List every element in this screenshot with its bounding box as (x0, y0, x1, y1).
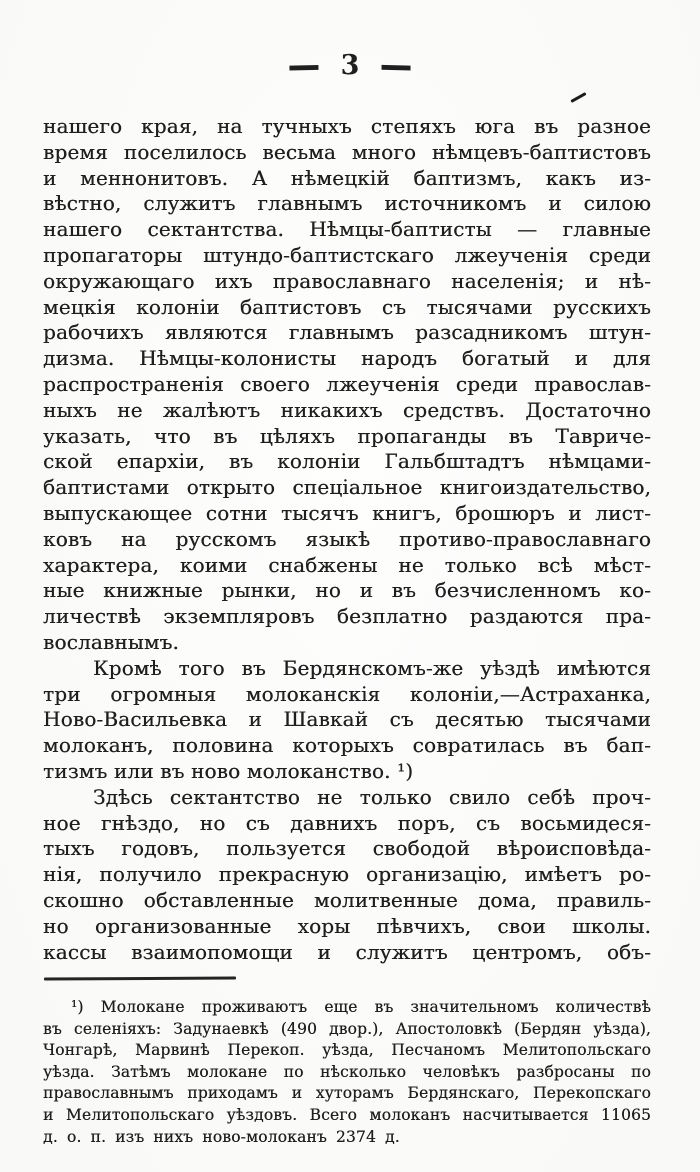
body-line: ныхъ не жалѣютъ никакихъ средствъ. Достаточно (43, 397, 651, 422)
body-line: Ново-Васильевка и Шавкай съ десятью тысячами (43, 707, 651, 732)
body-line: скошно обставленные молитвенные дома, правиль- (43, 887, 651, 912)
footnote-line: Чонгарѣ, Марвинѣ Перекоп. уѣзда, Песчаномъ Мелитопольскаго (43, 1041, 651, 1060)
footnote-line: и Мелитопольскаго уѣздовъ. Всего молоканъ насчитывается 11065 (43, 1105, 651, 1124)
page-header (0, 41, 700, 90)
body-line: пропагаторы штундо-баптистскаго лжеученія среди (43, 242, 651, 267)
body-line: тизмъ или въ ново молоканство. ¹) (43, 758, 414, 783)
body-line: мецкія колоніи баптистовъ съ тысячами русскихъ (43, 294, 651, 319)
body-line: нашего сектантства. Нѣмцы-баптисты — главные (43, 217, 651, 242)
footnote-line: въ селеніяхъ: Задунаевкѣ (490 двор.), Апостоловкѣ (Бердян уѣзда), (43, 1019, 651, 1038)
body-line: нія, получило прекрасную организацію, имѣетъ ро- (43, 862, 651, 887)
body-line: распространенія своего лжеученія среди православ- (43, 371, 651, 396)
body-line: указать, что въ цѣляхъ пропаганды въ Тавриче- (43, 423, 651, 448)
footnote-line: уѣзда. Затѣмъ молокане по нѣсколько человѣкъ разбросаны по (43, 1062, 651, 1081)
footnote (43, 997, 651, 1148)
body-line: молоканъ, половина которыхъ совратилась въ бап- (43, 733, 651, 758)
footnote-line: православнымъ приходамъ и хуторамъ Бердянскаго, Перекопскаго (43, 1084, 651, 1103)
body-line: Кромѣ того въ Бердянскомъ-же уѣздѣ имѣются (93, 655, 651, 680)
page-number: 3 (340, 50, 360, 81)
body-line: вѣстно, служитъ главнымъ источникомъ и силою (43, 191, 651, 216)
body-line: Здѣсь сектантство не только свило себѣ проч- (93, 784, 651, 809)
body-line: тыхъ годовъ, пользуется свободой вѣроисповѣда- (43, 836, 651, 861)
footnote-line: ¹) Молокане проживаютъ еще въ значительномъ количествѣ (71, 998, 651, 1016)
body-line: рабочихъ являются главнымъ разсадникомъ штун- (43, 320, 651, 345)
body-line: характера, коими снабжены не только всѣ мѣст- (43, 552, 651, 577)
body-line: ской епархіи, въ колоніи Гальбштадтъ нѣмцами- (43, 449, 651, 474)
body-line: выпускающее сотни тысячъ книгъ, брошюръ и лист- (43, 500, 651, 525)
footnote-separator (44, 976, 236, 980)
header-dash-left-icon: — (287, 41, 321, 90)
body-line: окружающаго ихъ православнаго населенія; и нѣ- (43, 268, 651, 293)
body-line: вославнымъ. (43, 629, 179, 654)
body-line: три огромныя молоканскія колоніи,—Астраханка, (43, 681, 651, 706)
body-line: ные книжные рынки, но и въ безчисленномъ ко- (43, 578, 651, 603)
footnote-line: д. о. п. изъ нихъ ново-молоканъ 2374 д. (43, 1127, 400, 1146)
body-line: время поселилось весьма много нѣмцевъ-баптистовъ (43, 139, 651, 164)
pen-stroke-artifact (570, 92, 586, 103)
body-line: кассы взаимопомощи и служитъ центромъ, объ- (43, 939, 651, 964)
body-line: личествѣ экземпляровъ безплатно раздаются пра- (43, 604, 651, 629)
body-line: баптистами открыто спеціальное книгоиздательство, (43, 475, 651, 500)
body-line: дизма. Нѣмцы-колонисты народъ богатый и для (43, 346, 651, 371)
body-line: ное гнѣздо, но съ давнихъ поръ, съ восьмидеся- (43, 810, 651, 835)
body-line: и меннонитовъ. А нѣмецкій баптизмъ, какъ из- (43, 165, 651, 190)
body-line: ковъ на русскомъ языкѣ противо-православнаго (43, 526, 651, 551)
body-line: нашего края, на тучныхъ степяхъ юга въ разное (43, 114, 651, 138)
body-line: но организованные хоры пѣвчихъ, свои школы. (43, 913, 651, 938)
header-dash-right-icon: — (379, 41, 413, 90)
body-text (43, 114, 651, 965)
